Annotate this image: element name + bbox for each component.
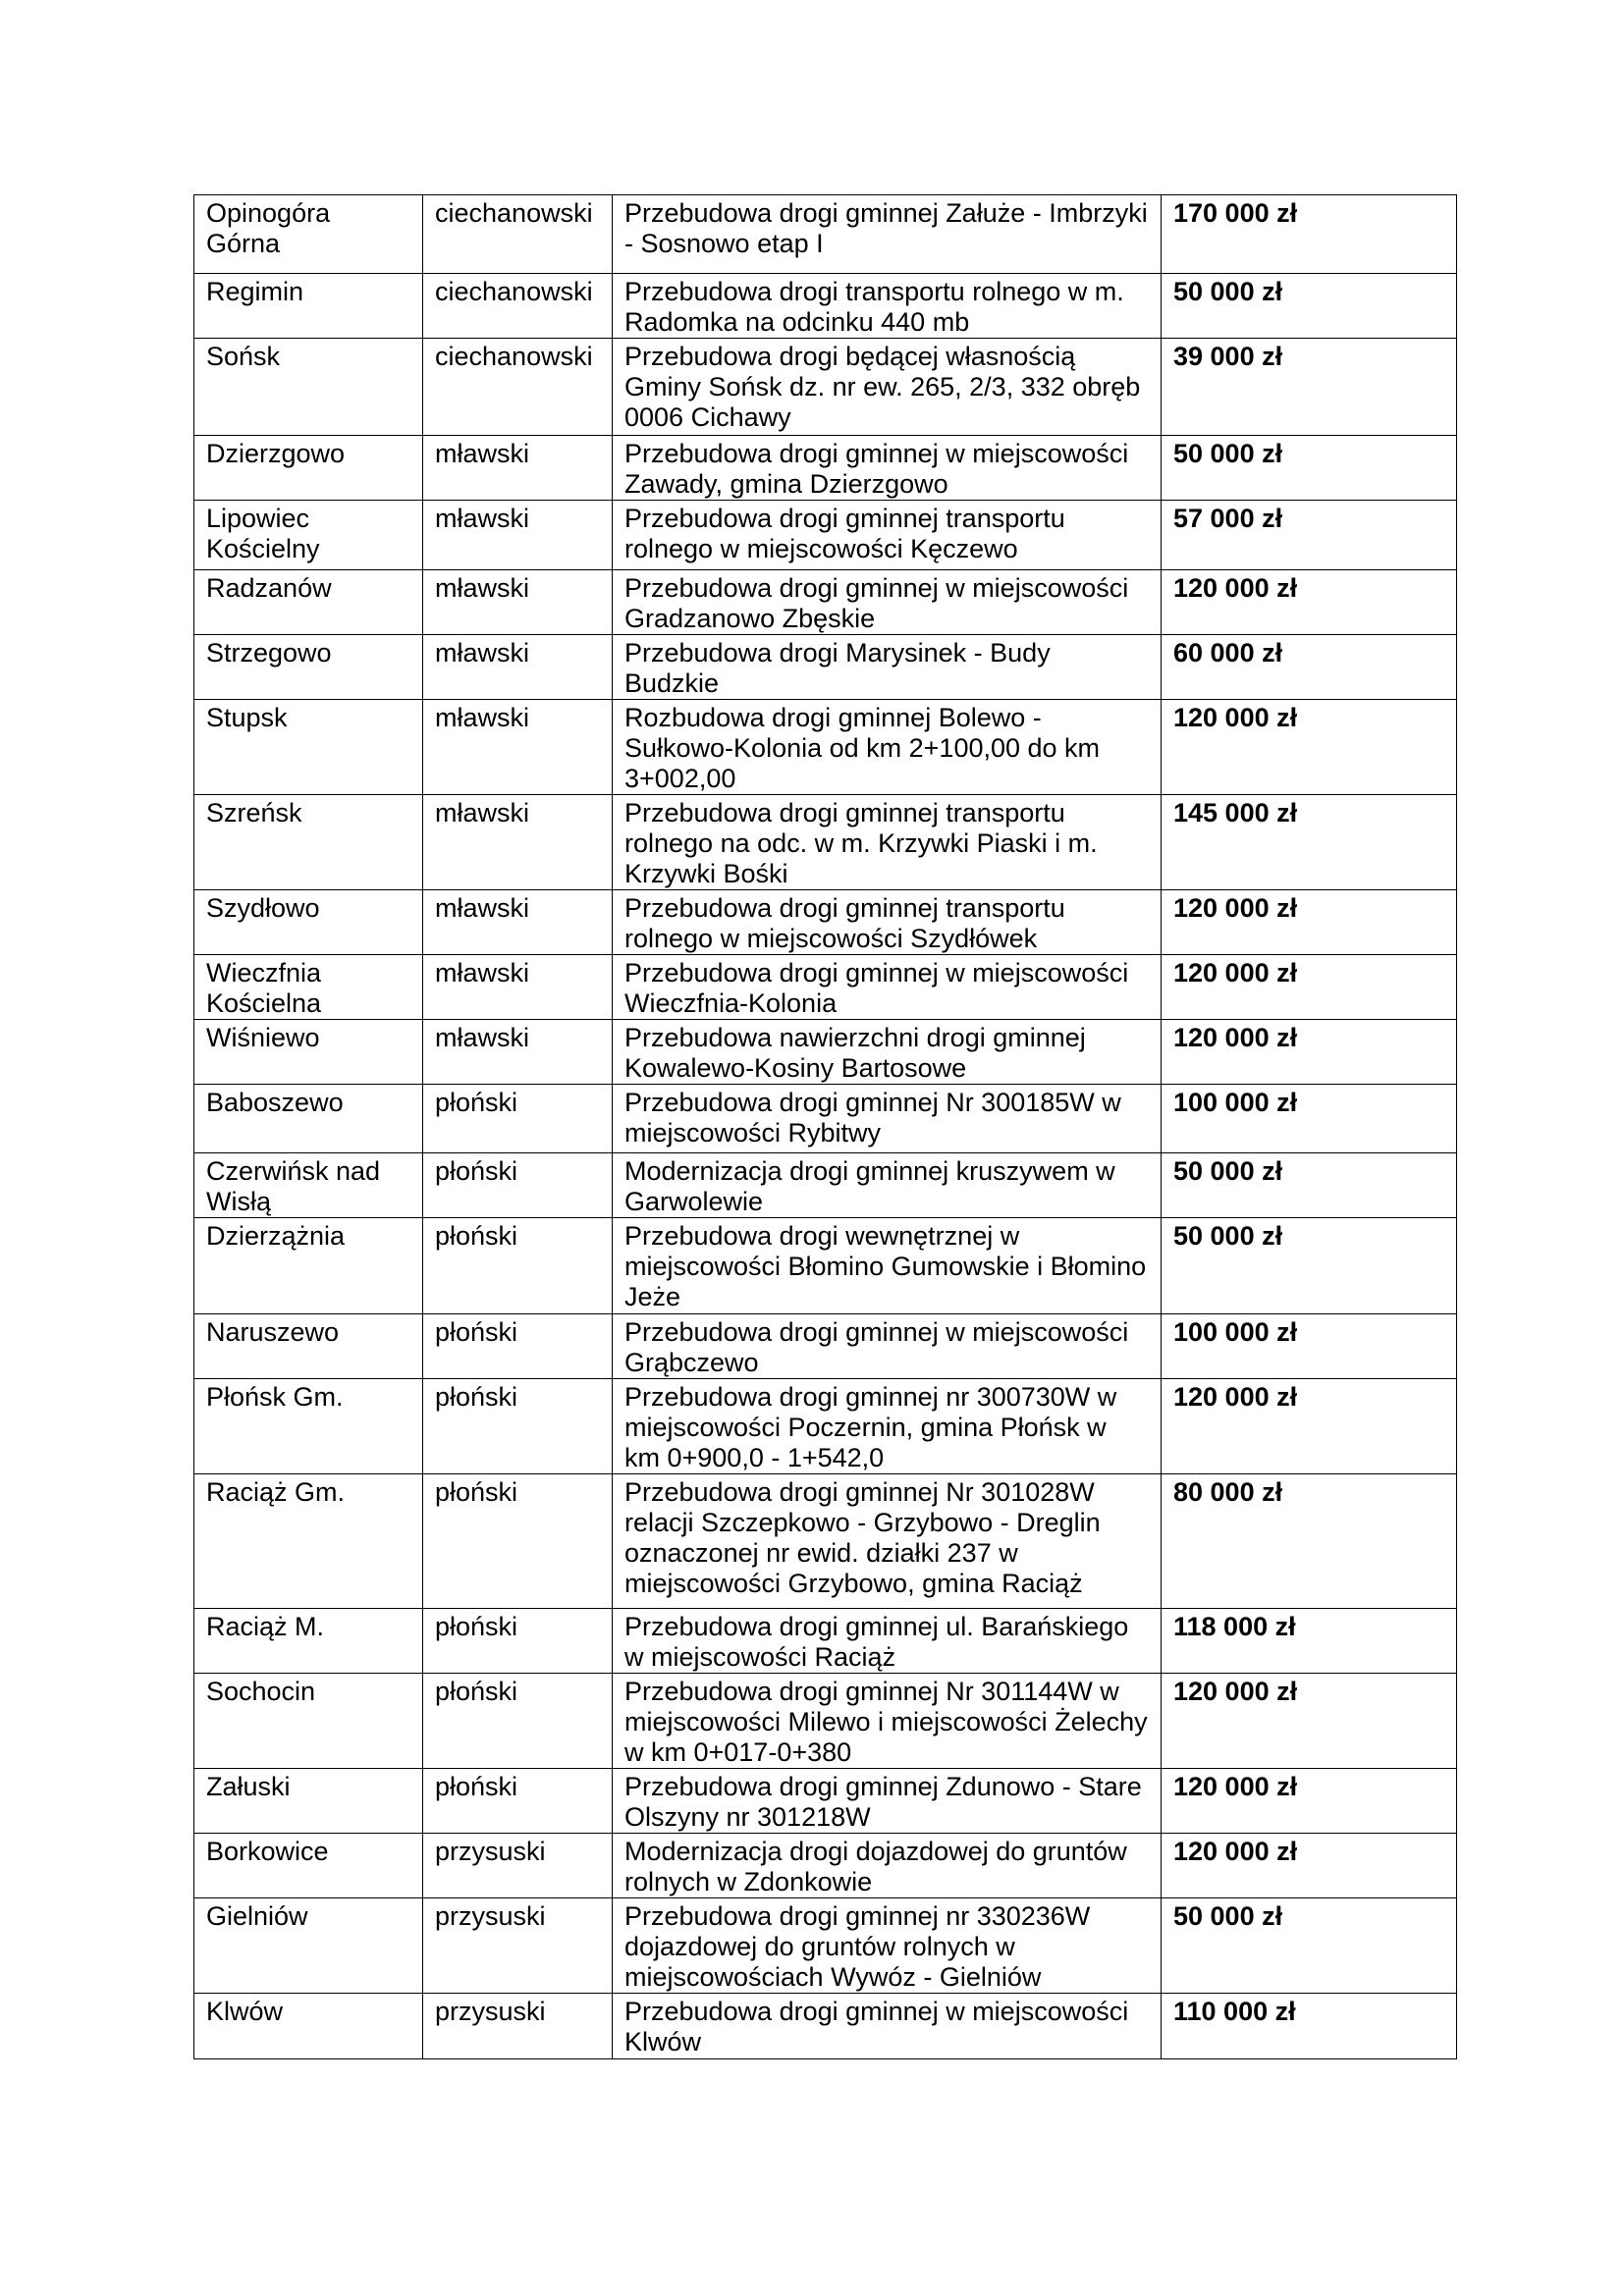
table-row (194, 570, 1457, 635)
powiat-cell: płoński (423, 1379, 613, 1474)
table-row (194, 436, 1457, 501)
kwota-cell: 50 000 zł (1162, 1898, 1457, 1994)
gmina-cell: Borkowice (194, 1834, 423, 1898)
kwota-cell: 120 000 zł (1162, 955, 1457, 1020)
powiat-cell: mławski (423, 890, 613, 955)
powiat-cell: przysuski (423, 1898, 613, 1994)
table-row (194, 1153, 1457, 1218)
zadanie-cell: Przebudowa drogi gminnej transportu rolnego w miejscowości Kęczewo (613, 501, 1162, 570)
table-row (194, 1474, 1457, 1609)
table-row (194, 890, 1457, 955)
zadanie-cell: Przebudowa drogi gminnej w miejscowości Klwów (613, 1994, 1162, 2059)
powiat-cell: płoński (423, 1674, 613, 1769)
powiat-cell: płoński (423, 1474, 613, 1609)
table-row (194, 1609, 1457, 1674)
table-row (194, 195, 1457, 274)
powiat-cell: mławski (423, 795, 613, 890)
gmina-cell: Załuski (194, 1769, 423, 1834)
table-row (194, 1085, 1457, 1153)
kwota-cell: 120 000 zł (1162, 1020, 1457, 1085)
gmina-cell: Szreńsk (194, 795, 423, 890)
powiat-cell: mławski (423, 501, 613, 570)
kwota-cell: 120 000 zł (1162, 1379, 1457, 1474)
table-row (194, 1674, 1457, 1769)
gmina-cell: Radzanów (194, 570, 423, 635)
kwota-cell: 50 000 zł (1162, 274, 1457, 339)
kwota-cell: 50 000 zł (1162, 436, 1457, 501)
kwota-cell: 80 000 zł (1162, 1474, 1457, 1609)
powiat-cell: płoński (423, 1769, 613, 1834)
powiat-cell: mławski (423, 635, 613, 700)
gmina-cell: Czerwińsk nad Wisłą (194, 1153, 423, 1218)
zadanie-cell: Przebudowa nawierzchni drogi gminnej Kowalewo-Kosiny Bartosowe (613, 1020, 1162, 1085)
powiat-cell: ciechanowski (423, 195, 613, 274)
funding-table-body (194, 195, 1457, 2059)
zadanie-cell: Przebudowa drogi gminnej transportu rolnego w miejscowości Szydłówek (613, 890, 1162, 955)
powiat-cell: płoński (423, 1218, 613, 1314)
zadanie-cell: Modernizacja drogi gminnej kruszywem w Garwolewie (613, 1153, 1162, 1218)
powiat-cell: mławski (423, 436, 613, 501)
table-row (194, 1314, 1457, 1379)
table-row (194, 274, 1457, 339)
powiat-cell: płoński (423, 1314, 613, 1379)
powiat-cell: przysuski (423, 1994, 613, 2059)
kwota-cell: 57 000 zł (1162, 501, 1457, 570)
kwota-cell: 120 000 zł (1162, 1769, 1457, 1834)
powiat-cell: ciechanowski (423, 339, 613, 436)
powiat-cell: płoński (423, 1153, 613, 1218)
zadanie-cell: Przebudowa drogi gminnej w miejscowości Zawady, gmina Dzierzgowo (613, 436, 1162, 501)
kwota-cell: 39 000 zł (1162, 339, 1457, 436)
funding-table (193, 194, 1457, 2059)
powiat-cell: mławski (423, 955, 613, 1020)
kwota-cell: 100 000 zł (1162, 1085, 1457, 1153)
zadanie-cell: Przebudowa drogi gminnej w miejscowości Grąbczewo (613, 1314, 1162, 1379)
gmina-cell: Wieczfnia Kościelna (194, 955, 423, 1020)
zadanie-cell: Przebudowa drogi gminnej w miejscowości Wieczfnia-Kolonia (613, 955, 1162, 1020)
gmina-cell: Sońsk (194, 339, 423, 436)
zadanie-cell: Przebudowa drogi gminnej Załuże - Imbrzyki - Sosnowo etap I (613, 195, 1162, 274)
zadanie-cell: Przebudowa drogi gminnej ul. Barańskiego w miejscowości Raciąż (613, 1609, 1162, 1674)
powiat-cell: płoński (423, 1085, 613, 1153)
kwota-cell: 120 000 zł (1162, 890, 1457, 955)
gmina-cell: Opinogóra Górna (194, 195, 423, 274)
zadanie-cell: Przebudowa drogi transportu rolnego w m. Radomka na odcinku 440 mb (613, 274, 1162, 339)
zadanie-cell: Przebudowa drogi gminnej transportu rolnego na odc. w m. Krzywki Piaski i m. Krzywki Bośki (613, 795, 1162, 890)
gmina-cell: Naruszewo (194, 1314, 423, 1379)
zadanie-cell: Rozbudowa drogi gminnej Bolewo - Sułkowo-Kolonia od km 2+100,00 do km 3+002,00 (613, 700, 1162, 795)
table-row (194, 635, 1457, 700)
gmina-cell: Regimin (194, 274, 423, 339)
zadanie-cell: Przebudowa drogi będącej własnością Gminy Sońsk dz. nr ew. 265, 2/3, 332 obręb 0006 Cichawy (613, 339, 1162, 436)
kwota-cell: 120 000 zł (1162, 1674, 1457, 1769)
kwota-cell: 110 000 zł (1162, 1994, 1457, 2059)
gmina-cell: Raciąż Gm. (194, 1474, 423, 1609)
powiat-cell: przysuski (423, 1834, 613, 1898)
kwota-cell: 120 000 zł (1162, 570, 1457, 635)
table-row (194, 1994, 1457, 2059)
table-row (194, 501, 1457, 570)
gmina-cell: Szydłowo (194, 890, 423, 955)
zadanie-cell: Przebudowa drogi gminnej nr 300730W w miejscowości Poczernin, gmina Płońsk w km 0+900,0 - 1+542,0 (613, 1379, 1162, 1474)
zadanie-cell: Modernizacja drogi dojazdowej do gruntów rolnych w Zdonkowie (613, 1834, 1162, 1898)
gmina-cell: Klwów (194, 1994, 423, 2059)
table-row (194, 1218, 1457, 1314)
kwota-cell: 120 000 zł (1162, 1834, 1457, 1898)
table-row (194, 339, 1457, 436)
zadanie-cell: Przebudowa drogi gminnej Nr 301028W relacji Szczepkowo - Grzybowo - Dreglin oznaczonej nr ewid. działki 237 w miejscowości Grzybowo, gmina Raciąż (613, 1474, 1162, 1609)
kwota-cell: 118 000 zł (1162, 1609, 1457, 1674)
kwota-cell: 145 000 zł (1162, 795, 1457, 890)
gmina-cell: Baboszewo (194, 1085, 423, 1153)
kwota-cell: 100 000 zł (1162, 1314, 1457, 1379)
table-row (194, 1834, 1457, 1898)
zadanie-cell: Przebudowa drogi gminnej nr 330236W dojazdowej do gruntów rolnych w miejscowościach Wywóz - Gielniów (613, 1898, 1162, 1994)
powiat-cell: mławski (423, 1020, 613, 1085)
gmina-cell: Strzegowo (194, 635, 423, 700)
table-row (194, 1898, 1457, 1994)
kwota-cell: 60 000 zł (1162, 635, 1457, 700)
gmina-cell: Płońsk Gm. (194, 1379, 423, 1474)
powiat-cell: mławski (423, 570, 613, 635)
zadanie-cell: Przebudowa drogi Marysinek - Budy Budzkie (613, 635, 1162, 700)
zadanie-cell: Przebudowa drogi gminnej Zdunowo - Stare Olszyny nr 301218W (613, 1769, 1162, 1834)
kwota-cell: 50 000 zł (1162, 1218, 1457, 1314)
zadanie-cell: Przebudowa drogi wewnętrznej w miejscowości Błomino Gumowskie i Błomino Jeże (613, 1218, 1162, 1314)
table-row (194, 700, 1457, 795)
powiat-cell: płoński (423, 1609, 613, 1674)
zadanie-cell: Przebudowa drogi gminnej w miejscowości Gradzanowo Zbęskie (613, 570, 1162, 635)
kwota-cell: 170 000 zł (1162, 195, 1457, 274)
table-row (194, 795, 1457, 890)
zadanie-cell: Przebudowa drogi gminnej Nr 301144W w miejscowości Milewo i miejscowości Żelechy w km 0+017-0+380 (613, 1674, 1162, 1769)
kwota-cell: 120 000 zł (1162, 700, 1457, 795)
gmina-cell: Lipowiec Kościelny (194, 501, 423, 570)
gmina-cell: Raciąż M. (194, 1609, 423, 1674)
gmina-cell: Wiśniewo (194, 1020, 423, 1085)
zadanie-cell: Przebudowa drogi gminnej Nr 300185W w miejscowości Rybitwy (613, 1085, 1162, 1153)
gmina-cell: Dzierzążnia (194, 1218, 423, 1314)
table-row (194, 1379, 1457, 1474)
powiat-cell: mławski (423, 700, 613, 795)
table-row (194, 1020, 1457, 1085)
gmina-cell: Dzierzgowo (194, 436, 423, 501)
table-row (194, 1769, 1457, 1834)
gmina-cell: Sochocin (194, 1674, 423, 1769)
gmina-cell: Stupsk (194, 700, 423, 795)
powiat-cell: ciechanowski (423, 274, 613, 339)
table-row (194, 955, 1457, 1020)
kwota-cell: 50 000 zł (1162, 1153, 1457, 1218)
gmina-cell: Gielniów (194, 1898, 423, 1994)
